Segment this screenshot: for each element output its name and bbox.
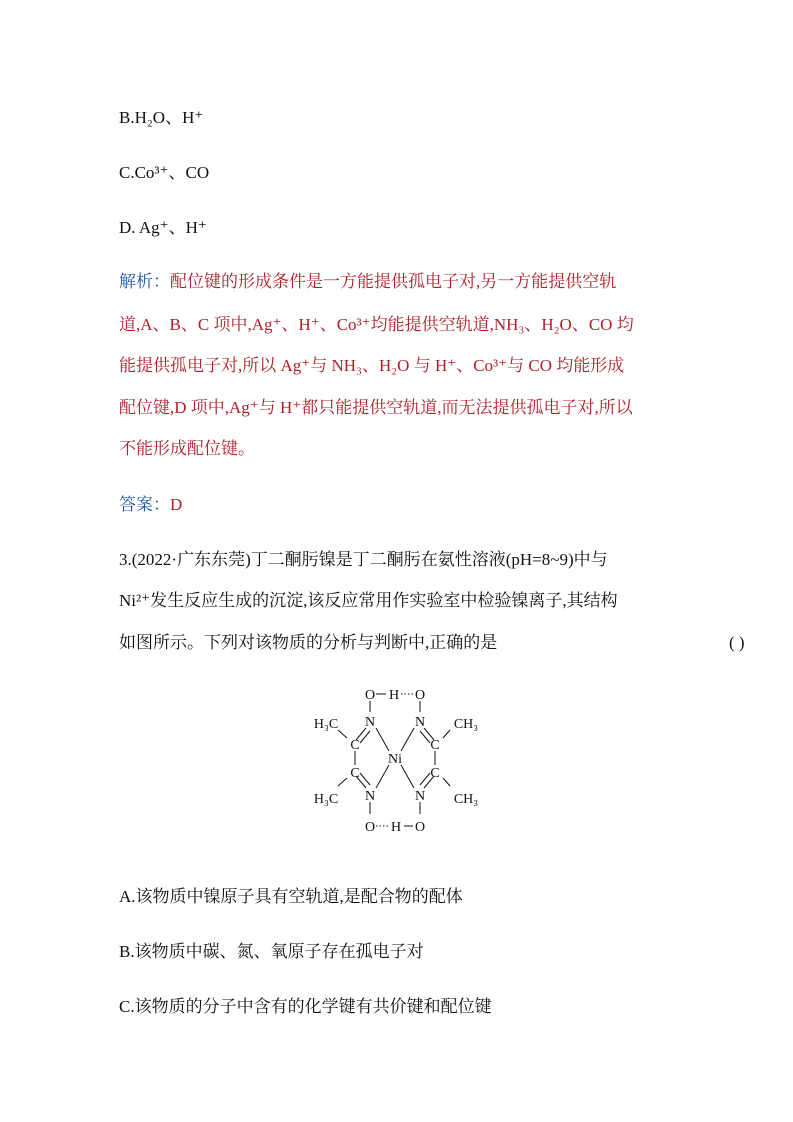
top-h: H xyxy=(388,688,400,703)
c-left-top: C xyxy=(350,738,360,753)
option-d: D. Ag⁺、H⁺ xyxy=(119,218,207,237)
ch3-bottom-left: H₃C xyxy=(313,792,339,807)
n-top-right: N xyxy=(414,715,426,730)
answer xyxy=(119,494,182,516)
top-o-right: O xyxy=(414,688,426,703)
answer-value: D xyxy=(170,495,183,514)
analysis-line-3: 能提供孤电子对,所以 Ag⁺与 NH₃、H₂O 与 H⁺、Co³⁺与 CO 均能形成 xyxy=(119,356,625,375)
c-right-bottom: C xyxy=(430,766,440,781)
c-left-bottom: C xyxy=(350,766,360,781)
question-line-1: 3.(2022·广东东莞)丁二酮肟镍是丁二酮肟在氨性溶液(pH=8~9)中与 xyxy=(119,550,608,569)
analysis-line-2: 道,A、B、C 项中,Ag⁺、H⁺、Co³⁺均能提供空轨道,NH₃、H₂O、CO 均 xyxy=(119,315,634,334)
bottom-o-left: O xyxy=(364,820,376,835)
answer-paren: ( ) xyxy=(729,633,745,652)
answer-label: 答案： xyxy=(119,495,170,514)
question-line-3: 如图所示。下列对该物质的分析与判断中,正确的是 ( ) xyxy=(119,633,745,652)
bottom-h: H xyxy=(390,820,402,835)
analysis-label: 解析： xyxy=(119,272,170,291)
nickel-center: Ni xyxy=(388,752,402,767)
ch3-bottom-right: CH₃ xyxy=(453,792,479,807)
option-b: B.H₂O、H⁺ xyxy=(119,108,204,127)
top-o-left: O xyxy=(364,688,376,703)
analysis-line-1: 解析：配位键的形成条件是一方能提供孤电子对,另一方能提供空轨 xyxy=(119,272,617,291)
analysis-line-4: 配位键,D 项中,Ag⁺与 H⁺都只能提供空轨道,而无法提供孤电子对,所以 xyxy=(119,398,633,417)
option-a-q3: A.该物质中镍原子具有空轨道,是配合物的配体 xyxy=(119,887,463,906)
nickel-dimethylglyoxime-structure xyxy=(300,678,500,838)
n-bottom-left: N xyxy=(364,789,376,804)
question-line-2: Ni²⁺发生反应生成的沉淀,该反应常用作实验室中检验镍离子,其结构 xyxy=(119,591,618,610)
n-top-left: N xyxy=(364,715,376,730)
ch3-top-left: H₃C xyxy=(313,717,339,732)
bottom-o-right: O xyxy=(414,820,426,835)
ch3-top-right: CH₃ xyxy=(453,717,479,732)
option-b-q3: B.该物质中碳、氮、氧原子存在孤电子对 xyxy=(119,942,424,961)
n-bottom-right: N xyxy=(414,789,426,804)
analysis-line-5: 不能形成配位键。 xyxy=(119,439,255,458)
c-right-top: C xyxy=(430,738,440,753)
option-c-q3: C.该物质的分子中含有的化学键有共价键和配位键 xyxy=(119,997,492,1016)
option-c: C.Co³⁺、CO xyxy=(119,163,210,182)
